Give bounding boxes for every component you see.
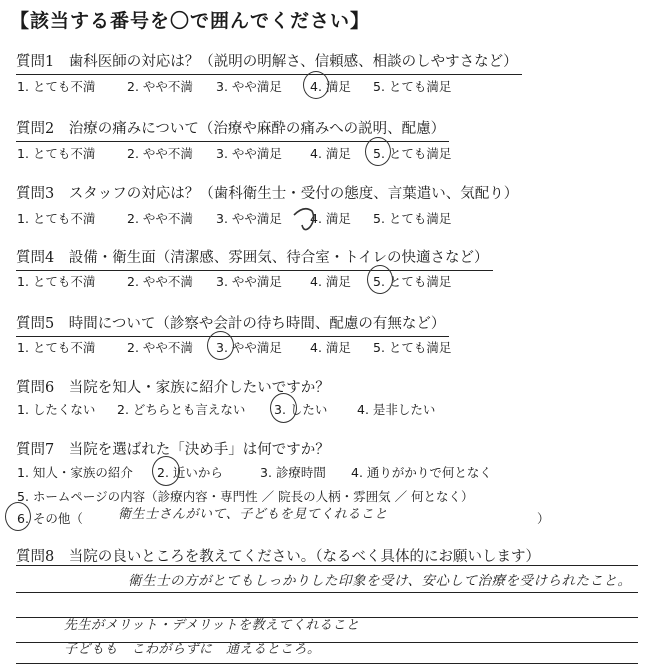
q3-option-5[interactable]: 5. とても満足 xyxy=(373,211,452,226)
q7-option-1[interactable]: 1. 知人・家族の紹介 xyxy=(17,465,133,480)
q6-option-4[interactable]: 4. 是非したい xyxy=(357,402,436,417)
q7-selection-circle-2 xyxy=(152,456,180,486)
q8-handwritten-line-1: 衛生士の方がとてもしっかりした印象を受け、安心して治療を受けられたこと。 xyxy=(128,573,632,589)
q7-option-2[interactable]: 2. 近いから xyxy=(157,465,223,480)
q5-option-5[interactable]: 5. とても満足 xyxy=(373,340,452,355)
q4-option-3[interactable]: 3. やや満足 xyxy=(216,274,282,289)
q6-option-1[interactable]: 1. したくない xyxy=(17,402,96,417)
question-4-title xyxy=(16,246,489,267)
question-2-title xyxy=(16,117,445,138)
question-6-text: 質問6 当院を知人・家族に紹介したいですか？ xyxy=(16,380,330,396)
q4-option-1[interactable]: 1. とても不満 xyxy=(17,274,96,289)
question-5-title xyxy=(16,312,445,333)
q4-option-2[interactable]: 2. やや不満 xyxy=(127,274,193,289)
q3-selection-mark xyxy=(290,203,330,233)
question-2-text: 質問2 治療の痛みについて（治療や麻酔の痛みへの説明、配慮） xyxy=(16,121,446,137)
q8-handwritten-line-2: 先生がメリット・デメリットを教えてくれること xyxy=(64,618,360,633)
answer-line-2 xyxy=(16,592,638,593)
q3-option-2[interactable]: 2. やや不満 xyxy=(127,211,193,226)
question-6-options xyxy=(17,400,637,416)
question-4-options xyxy=(17,272,637,288)
q5-option-4[interactable]: 4. 満足 xyxy=(310,340,351,355)
q5-option-3[interactable]: 3. やや満足 xyxy=(216,340,282,355)
q7-other-close-paren: ） xyxy=(537,511,550,526)
q1-option-5[interactable]: 5. とても満足 xyxy=(373,79,452,94)
question-7-options-row2 xyxy=(17,487,637,503)
q2-selection-circle xyxy=(365,137,391,166)
q3-option-1[interactable]: 1. とても不満 xyxy=(17,211,96,226)
question-1-text: 質問1 歯科医師の対応は？（説明の明解さ、信頼感、相談のしやすさなど） xyxy=(16,54,518,70)
q3-option-4[interactable]: 4. 満足 xyxy=(310,211,351,226)
q2-option-5[interactable]: 5. とても満足 xyxy=(373,146,452,161)
q2-option-3[interactable]: 3. やや満足 xyxy=(216,146,282,161)
q2-option-4[interactable]: 4. 満足 xyxy=(310,146,351,161)
page-title: 【該当する番号を〇で囲んでください】 xyxy=(10,10,371,32)
q5-option-1[interactable]: 1. とても不満 xyxy=(17,340,96,355)
q1-option-4[interactable]: 4. 満足 xyxy=(310,79,351,94)
q6-selection-circle xyxy=(270,393,297,423)
q1-selection-circle xyxy=(303,71,329,99)
question-4-text: 質問4 設備・衛生面（清潔感、雰囲気、待合室・トイレの快適さなど） xyxy=(16,250,489,266)
q6-option-3[interactable]: 3. したい xyxy=(274,402,328,417)
question-7-title xyxy=(16,438,330,459)
question-7-text: 質問7 当院を選ばれた「決め手」は何ですか？ xyxy=(16,442,330,458)
question-8-title xyxy=(16,545,540,566)
q5-selection-circle xyxy=(207,331,234,360)
question-7-options-row1 xyxy=(17,463,637,479)
q1-option-1[interactable]: 1. とても不満 xyxy=(17,79,96,94)
answer-line-1 xyxy=(16,565,638,566)
q1-option-2[interactable]: 2. やや不満 xyxy=(127,79,193,94)
q6-option-2[interactable]: 2. どちらとも言えない xyxy=(117,402,246,417)
question-8-text: 質問8 当院の良いところを教えてください。（なるべく具体的にお願いします） xyxy=(16,549,540,565)
question-1-title xyxy=(16,50,518,71)
q7-option-5[interactable]: 5. ホームページの内容（診療内容・専門性 ／ 院長の人柄・雰囲気 ／ 何となく） xyxy=(17,489,474,504)
question-3-text: 質問3 スタッフの対応は？（歯科衛生士・受付の態度、言葉遣い、気配り） xyxy=(16,186,519,202)
q7-selection-circle-6 xyxy=(5,502,31,531)
question-3-title xyxy=(16,182,518,203)
q4-selection-circle xyxy=(367,265,393,294)
q7-option-6[interactable]: 6. その他（ xyxy=(17,511,83,526)
question-5-options xyxy=(17,338,637,354)
q2-option-2[interactable]: 2. やや不満 xyxy=(127,146,193,161)
q1-option-3[interactable]: 3. やや満足 xyxy=(216,79,282,94)
q7-option-3[interactable]: 3. 診療時間 xyxy=(260,465,326,480)
q7-other-handwritten: 衛生士さんがいて、子どもを見てくれること xyxy=(118,507,388,522)
q2-option-1[interactable]: 1. とても不満 xyxy=(17,146,96,161)
q3-option-3[interactable]: 3. やや満足 xyxy=(216,211,282,226)
q5-option-2[interactable]: 2. やや不満 xyxy=(127,340,193,355)
q8-handwritten-line-3: 子どもも こわがらずに 通えるところ。 xyxy=(64,642,321,657)
answer-line-5 xyxy=(16,663,638,664)
q4-option-5[interactable]: 5. とても満足 xyxy=(373,274,452,289)
q7-option-4[interactable]: 4. 通りがかりで何となく xyxy=(351,465,492,480)
question-5-text: 質問5 時間について（診察や会計の待ち時間、配慮の有無など） xyxy=(16,316,446,332)
q4-option-4[interactable]: 4. 満足 xyxy=(310,274,351,289)
question-2-options xyxy=(17,144,637,160)
